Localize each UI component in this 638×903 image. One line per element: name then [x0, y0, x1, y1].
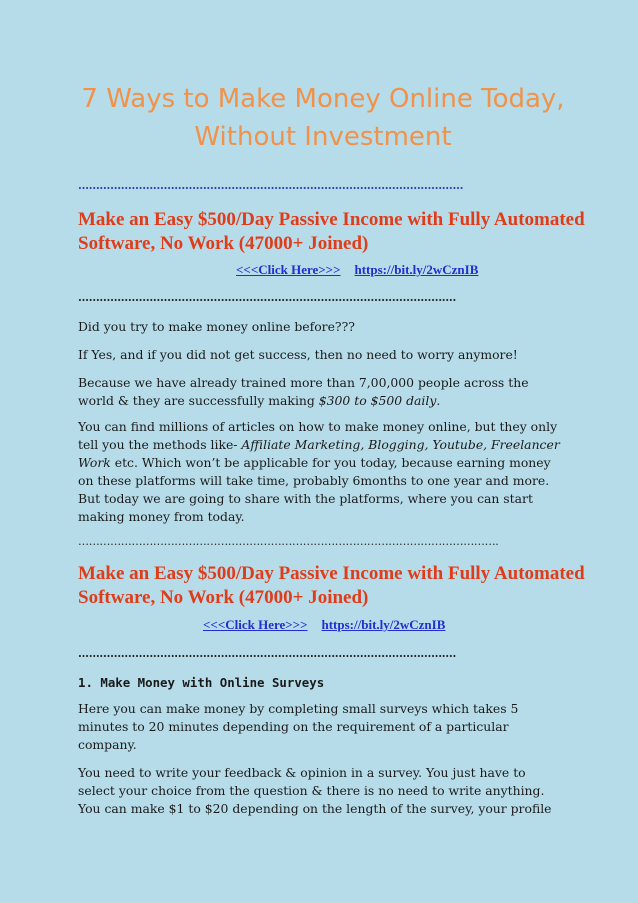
intro-paragraph-1: Did you try to make money online before???	[78, 319, 355, 334]
promo-link-row	[236, 262, 478, 278]
text-line: You can find millions of articles on how to make money online, but they only	[78, 419, 558, 434]
emphasis-text: $300 to $500 daily	[318, 393, 437, 408]
text-line	[78, 392, 573, 410]
text-span: world & they are successfully making	[78, 393, 319, 408]
title-line-1: 7 Ways to Make Money Online Today,	[81, 84, 565, 114]
text-line: Because we have already trained more than 7,00,000 people across the	[78, 375, 529, 390]
section-heading: 1. Make Money with Online Surveys	[78, 675, 325, 690]
emphasis-text: Affiliate Marketing, Blogging, Youtube, Freelancer	[241, 437, 560, 452]
text-line: company.	[78, 737, 137, 752]
text-span: .	[436, 393, 441, 408]
dotted-divider: ………………………………………………………………………………………………	[78, 180, 464, 192]
section-paragraph-2	[78, 764, 573, 818]
dotted-divider: …………………………………………………………………………………………….	[78, 648, 457, 660]
text-line: You can make $1 to $20 depending on the length of the survey, your profile	[78, 801, 552, 816]
title-line-2: Without Investment	[194, 122, 452, 152]
text-span: tell you the methods like-	[78, 437, 242, 452]
dotted-divider: …………………………………………………………………………………………….	[78, 292, 457, 304]
promo-url-link[interactable]: https://bit.ly/2wCznIB	[321, 617, 446, 632]
text-line: select your choice from the question & there is no need to write anything.	[78, 783, 545, 798]
text-line: minutes to 20 minutes depending on the requirement of a particular	[78, 719, 509, 734]
promo-line-1: Make an Easy $500/Day Passive Income with Fully Automated	[78, 563, 585, 584]
text-span: etc. Which won’t be applicable for you today, because earning money	[110, 455, 551, 470]
dotted-divider: ……………………………………………………………………………………………………….	[78, 536, 499, 548]
intro-paragraph-3	[78, 374, 573, 410]
text-line: on these platforms will take time, probably 6months to one year and more.	[78, 473, 550, 488]
promo-line-2: Software, No Work (47000+ Joined)	[78, 587, 369, 608]
click-here-link[interactable]: <<<Click Here>>>	[236, 262, 341, 277]
page-title	[78, 80, 568, 156]
emphasis-text: Work	[78, 455, 111, 470]
text-line	[78, 436, 573, 454]
promo-link-row	[203, 617, 445, 633]
intro-paragraph-2: If Yes, and if you did not get success, then no need to worry anymore!	[78, 347, 518, 362]
promo-line-1: Make an Easy $500/Day Passive Income with Fully Automated	[78, 209, 585, 230]
click-here-link[interactable]: <<<Click Here>>>	[203, 617, 308, 632]
text-line	[78, 454, 573, 472]
promo-url-link[interactable]: https://bit.ly/2wCznIB	[354, 262, 479, 277]
text-line: Here you can make money by completing small surveys which takes 5	[78, 701, 519, 716]
text-line: But today we are going to share with the platforms, where you can start	[78, 491, 533, 506]
promo-line-2: Software, No Work (47000+ Joined)	[78, 233, 369, 254]
text-line: You need to write your feedback & opinion in a survey. You just have to	[78, 765, 526, 780]
section-paragraph-1	[78, 700, 573, 754]
text-line: making money from today.	[78, 509, 245, 524]
intro-paragraph-4	[78, 418, 573, 526]
promo-headline	[78, 562, 585, 610]
promo-headline	[78, 208, 585, 256]
